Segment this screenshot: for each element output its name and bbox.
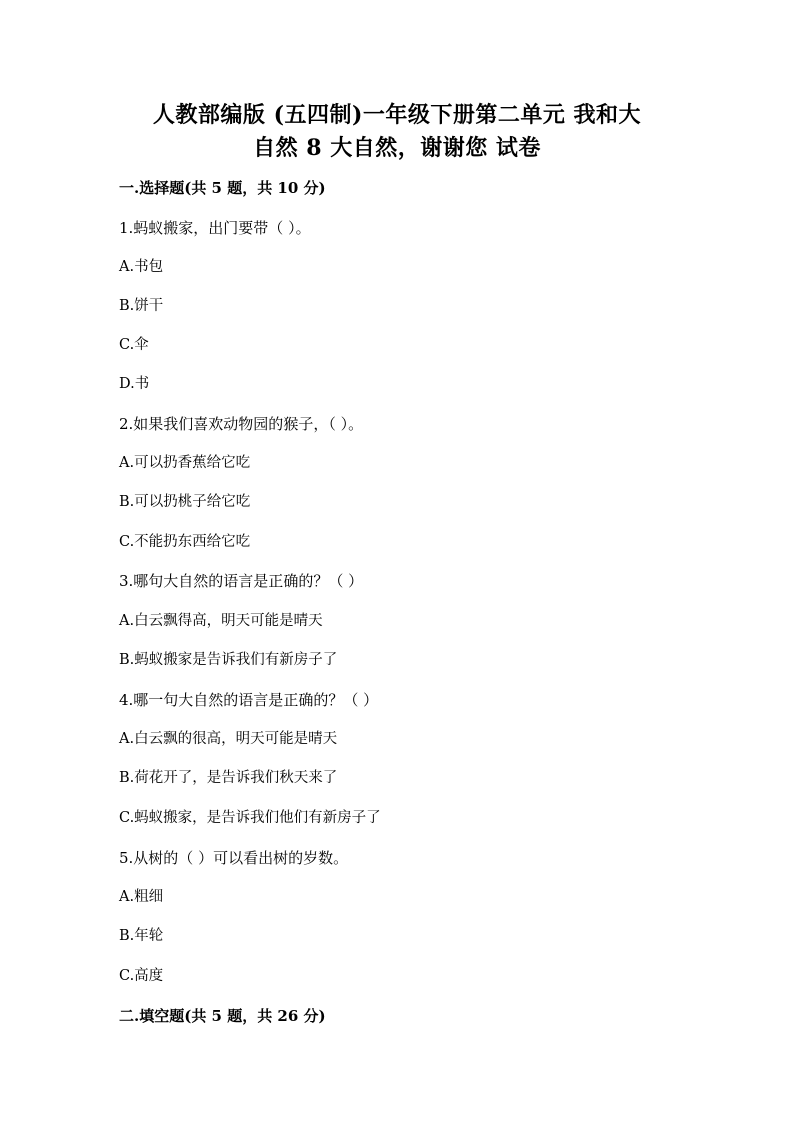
question-3-stem: 3.哪句大自然的语言是正确的？（ ）	[119, 572, 364, 590]
question-3-option-a: A.白云飘得高，明天可能是晴天	[119, 613, 323, 629]
question-5-option-a: A.粗细	[119, 889, 164, 905]
section-heading-multiple-choice: 一.选择题(共 5 题，共 10 分)	[119, 179, 326, 197]
question-4-option-c: C.蚂蚁搬家，是告诉我们他们有新房子了	[119, 810, 381, 826]
question-4-option-a: A.白云飘的很高，明天可能是晴天	[119, 731, 338, 747]
question-4-option-b: B.荷花开了，是告诉我们秋天来了	[119, 770, 338, 786]
exam-title-line-1: 人教部编版 (五四制)一年级下册第二单元 我和大	[152, 102, 642, 128]
question-5-option-c: C.高度	[119, 968, 164, 984]
question-1-option-c: C.伞	[119, 337, 149, 353]
question-2-stem: 2.如果我们喜欢动物园的猴子，（ ）。	[119, 415, 364, 433]
question-5-stem: 5.从树的（ ）可以看出树的岁数。	[119, 849, 349, 867]
exam-title-line-2: 自然 8 大自然，谢谢您 试卷	[253, 135, 541, 161]
question-3-option-b: B.蚂蚁搬家是告诉我们有新房子了	[119, 652, 338, 668]
question-2-option-c: C.不能扔东西给它吃	[119, 534, 251, 550]
question-1-stem: 1.蚂蚁搬家，出门要带（ ）。	[119, 219, 311, 237]
question-5-option-b: B.年轮	[119, 928, 164, 944]
question-1-option-d: D.书	[119, 376, 150, 392]
question-4-stem: 4.哪一句大自然的语言是正确的？（ ）	[119, 691, 379, 709]
section-heading-fill-in-blank: 二.填空题(共 5 题，共 26 分)	[119, 1007, 326, 1025]
question-2-option-b: B.可以扔桃子给它吃	[119, 494, 251, 510]
question-1-option-b: B.饼干	[119, 298, 164, 314]
question-1-option-a: A.书包	[119, 259, 164, 275]
question-2-option-a: A.可以扔香蕉给它吃	[119, 455, 251, 471]
